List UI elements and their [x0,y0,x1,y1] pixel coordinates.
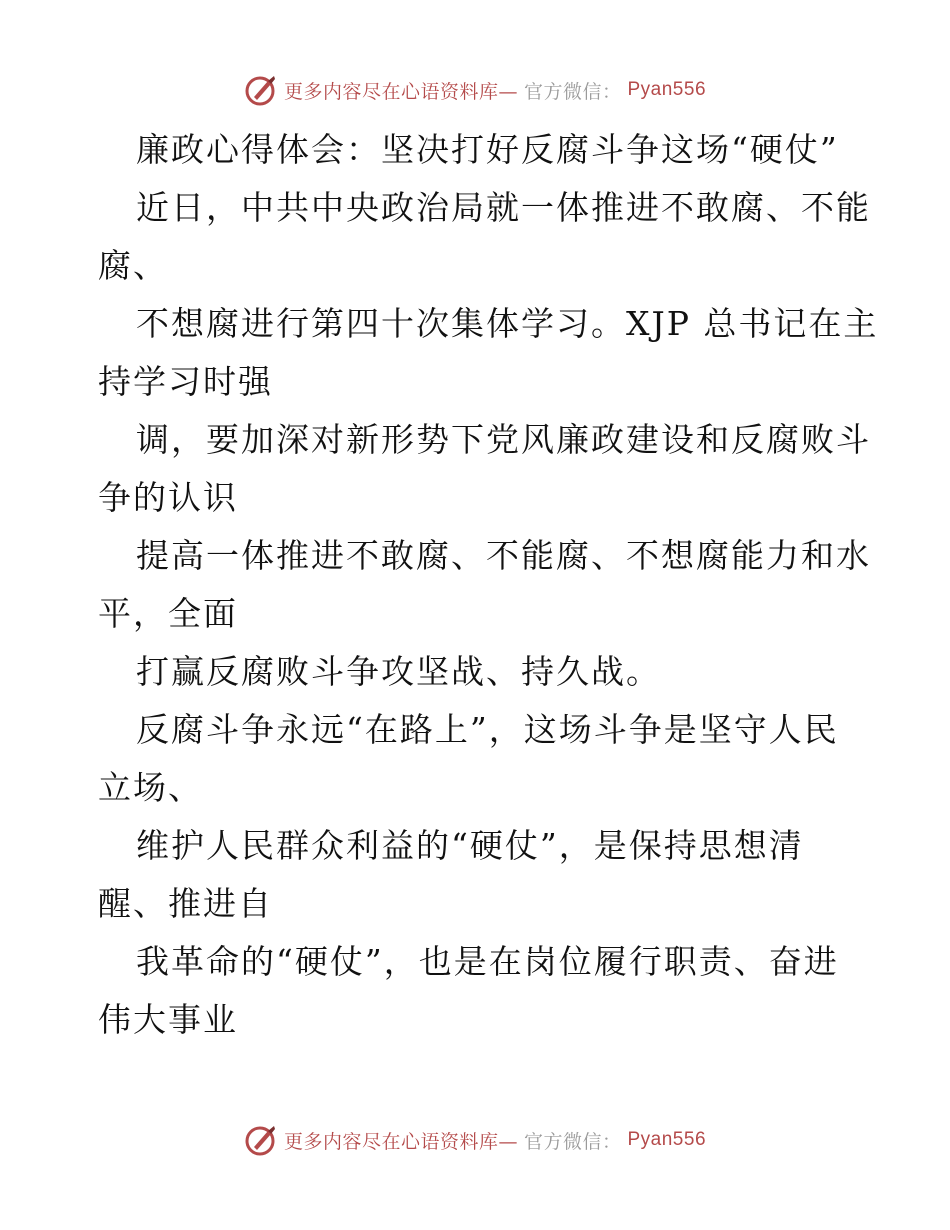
document-body [98,121,879,1049]
footer-wechat-id: Pyan556 [627,1129,707,1150]
document-title: 廉政心得体会：坚决打好反腐斗争这场“硬仗” [136,130,839,169]
body-line: 不想腐进行第四十次集体学习。XJP 总书记在主 [136,304,879,343]
header-banner [0,70,950,110]
body-line: 平，全面 [98,594,238,633]
body-line: 持学习时强 [98,362,273,401]
body-line: 伟大事业 [98,1000,238,1039]
body-line: 提高一体推进不敢腐、不能腐、不想腐能力和水 [136,536,871,575]
header-site-text: 更多内容尽在心语资料库— [283,80,518,103]
body-line: 调，要加深对新形势下党风廉政建设和反腐败斗 [136,420,871,459]
body-line: 我革命的“硬仗”，也是在岗位履行职责、奋进 [136,942,839,981]
body-line: 立场、 [98,768,203,807]
body-line: 醒、推进自 [98,884,273,923]
header-wechat-id: Pyan556 [627,79,707,100]
footer-wechat-label: 官方微信： [523,1130,622,1153]
footer-banner [0,1120,950,1160]
body-line: 腐、 [98,246,168,285]
header-wechat-label: 官方微信： [523,80,622,103]
body-line: 反腐斗争永远“在路上”，这场斗争是坚守人民 [136,710,839,749]
footer-site-text: 更多内容尽在心语资料库— [283,1130,518,1153]
body-line: 维护人民群众利益的“硬仗”，是保持思想清 [136,826,804,865]
quill-pen-logo-icon [244,73,278,107]
body-line: 争的认识 [98,478,238,517]
quill-pen-logo-icon [244,1123,278,1157]
body-line: 打赢反腐败斗争攻坚战、持久战。 [136,652,661,691]
body-line: 近日，中共中央政治局就一体推进不敢腐、不能 [136,188,871,227]
